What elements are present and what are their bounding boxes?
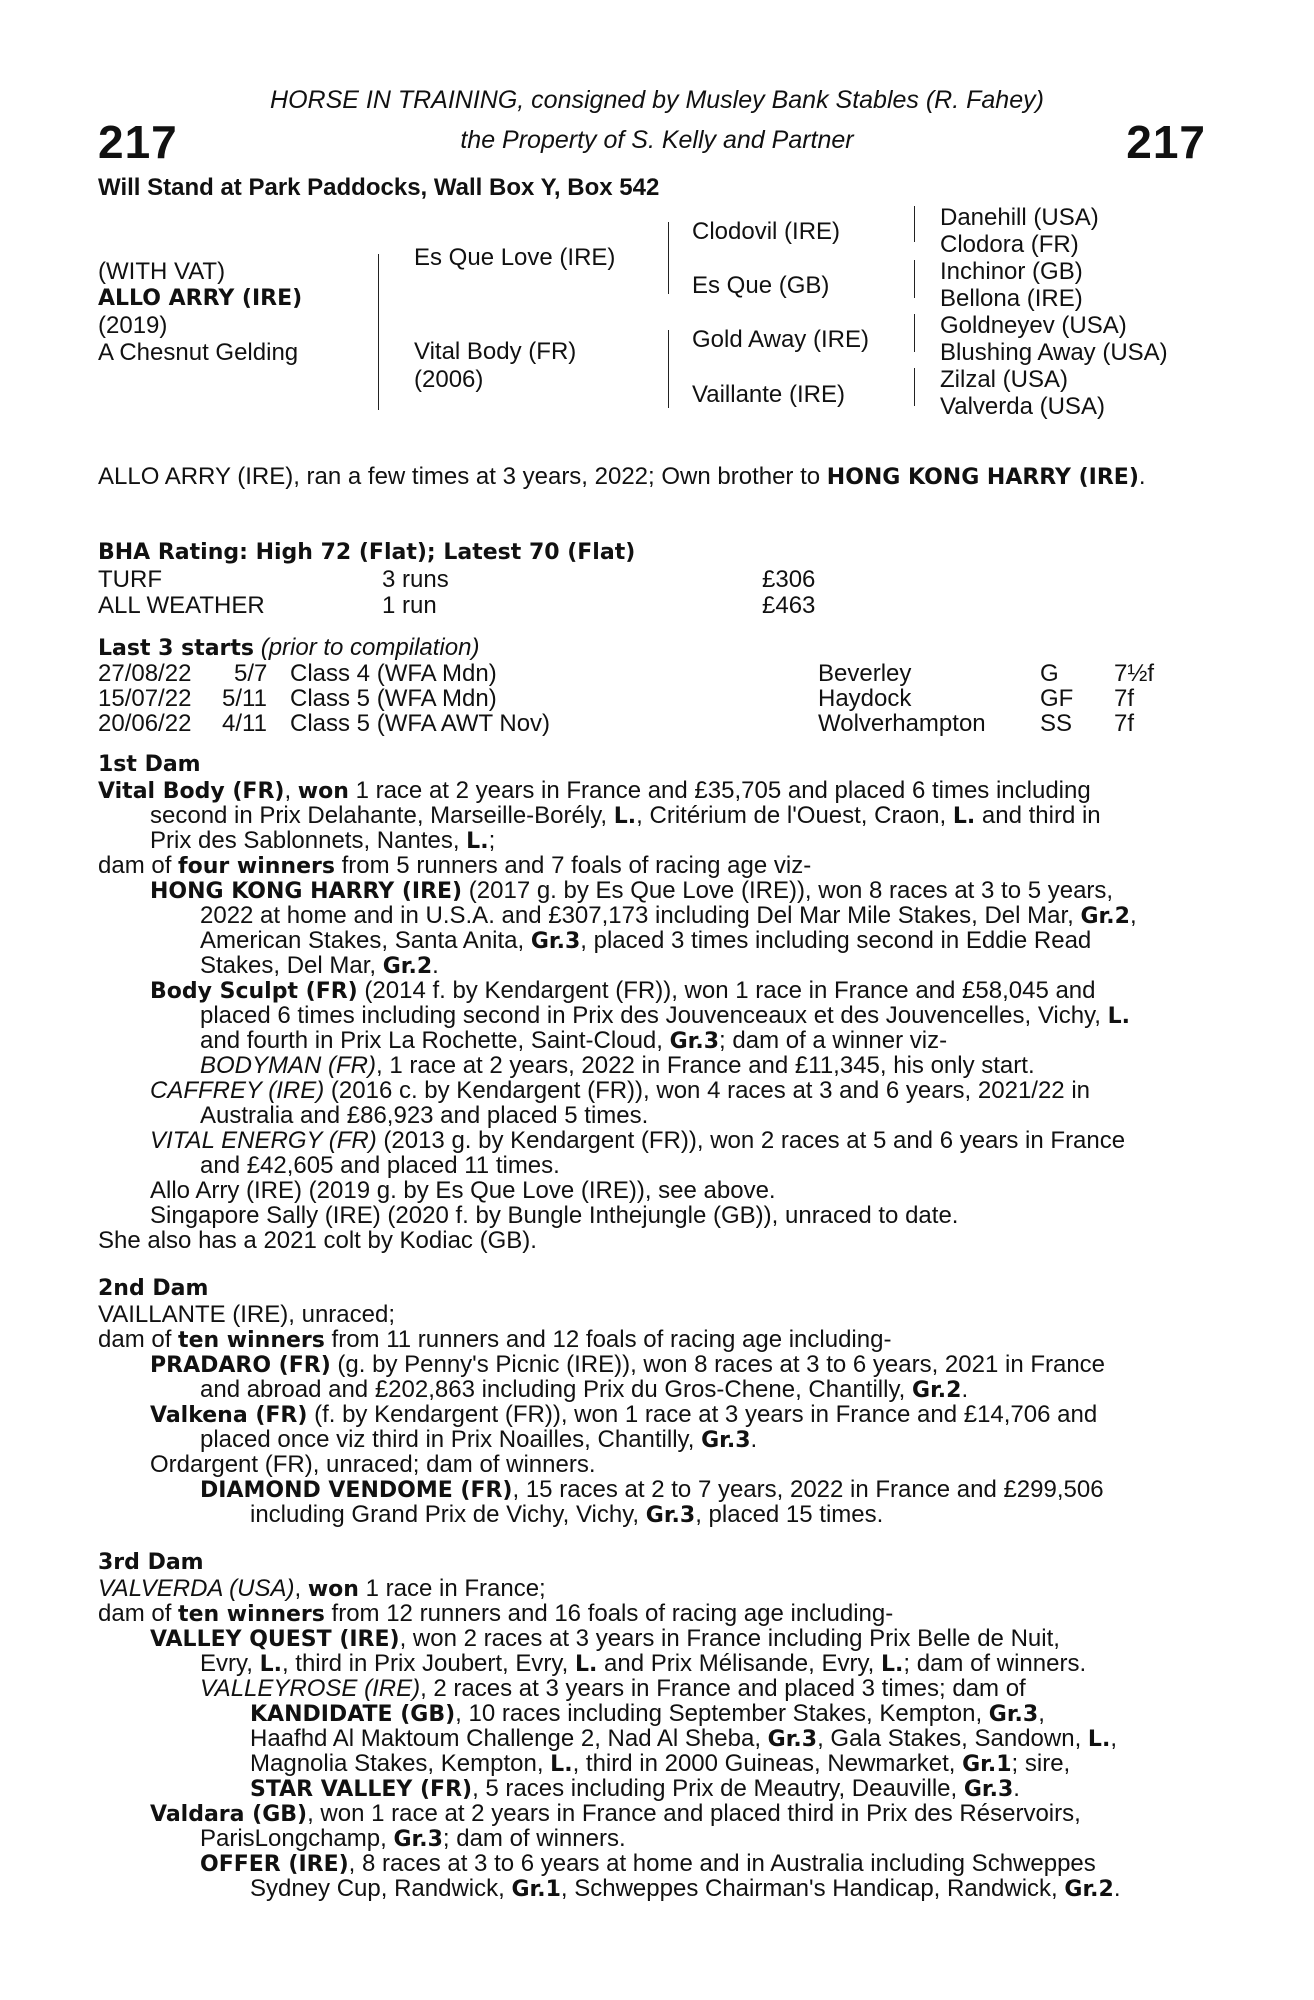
stabling-line: Will Stand at Park Paddocks, Wall Box Y, Box 542 [98, 174, 660, 201]
gg-2: Clodora (FR) [940, 231, 1079, 258]
dam1-text-2: second in Prix Delahante, Marseille-Borély, L., Critérium de l'Ouest, Craon, L. and third in [150, 802, 1101, 829]
gg-1: Danehill (USA) [940, 204, 1099, 231]
gg-6: Blushing Away (USA) [940, 339, 1168, 366]
kand-3: Magnolia Stakes, Kempton, L., third in 2000 Guineas, Newmarket, Gr.1; sire, [250, 1750, 1071, 1777]
kand-2: Haafhd Al Maktoum Challenge 2, Nad Al Sheba, Gr.3, Gala Stakes, Sandown, L., [250, 1725, 1117, 1752]
consignor-line: HORSE IN TRAINING, consigned by Musley Bank Stables (R. Fahey) [270, 86, 1044, 114]
start-going-2: GF [1040, 685, 1074, 712]
bs-3: and fourth in Prix La Rochette, Saint-Cloud, Gr.3; dam of a winner viz- [200, 1027, 948, 1054]
dam1-text-3: Prix des Sablonnets, Nantes, L.; [150, 827, 496, 854]
last-starts-title: Last 3 starts (prior to compilation) [98, 634, 480, 661]
start-pos-1: 5/7 [234, 660, 268, 687]
start-pos-3: 4/11 [222, 710, 267, 737]
horse-year: (2019) [98, 312, 168, 339]
offer-2: Sydney Cup, Randwick, Gr.1, Schweppes Chairman's Handicap, Randwick, Gr.2. [250, 1875, 1121, 1902]
diamond-2: including Grand Prix de Vichy, Vichy, Gr.3, placed 15 times. [250, 1501, 884, 1528]
valdara-1: Valdara (GB), won 1 race at 2 years in France and placed third in Prix des Réservoirs, [150, 1800, 1081, 1827]
ve-1: VITAL ENERGY (FR) (2013 g. by Kendargent (FR)), won 2 races at 5 and 6 years in France [150, 1127, 1126, 1154]
start-dist-1: 7½f [1114, 660, 1155, 687]
sire-brace [668, 222, 669, 294]
dam-year: (2006) [414, 366, 484, 393]
dam2-text: VAILLANTE (IRE), unraced; [98, 1301, 395, 1328]
sire-dam-brace [378, 254, 387, 410]
valdara-2: ParisLongchamp, Gr.3; dam of winners. [200, 1825, 626, 1852]
hkh-3: American Stakes, Santa Anita, Gr.3, placed 3 times including second in Eddie Read [200, 927, 1092, 954]
vq-1: VALLEY QUEST (IRE), won 2 races at 3 years in France including Prix Belle de Nuit, [150, 1625, 1060, 1652]
sire-sire: Clodovil (IRE) [692, 218, 841, 245]
dam3-text: VALVERDA (USA), won 1 race in France; [98, 1575, 546, 1602]
gg-8: Valverda (USA) [940, 393, 1105, 420]
rating-prize-2: £463 [762, 592, 816, 619]
rating-runs-2: 1 run [382, 592, 437, 619]
allo: Allo Arry (IRE) (2019 g. by Es Que Love (IRE)), see above. [150, 1177, 776, 1204]
valkena-2: placed once viz third in Prix Noailles, Chantilly, Gr.3. [200, 1426, 758, 1453]
start-pos-2: 5/11 [222, 685, 267, 712]
start-date-3: 20/06/22 [98, 710, 192, 737]
start-date-1: 27/08/22 [98, 660, 192, 687]
ve-2: and £42,605 and placed 11 times. [200, 1152, 560, 1179]
hkh-2: 2022 at home and in U.S.A. and £307,173 including Del Mar Mile Stakes, Del Mar, Gr.2, [200, 902, 1137, 929]
dam3-produce: dam of ten winners from 12 runners and 16 foals of racing age including- [98, 1600, 894, 1627]
singapore: Singapore Sally (IRE) (2020 f. by Bungle Inthejungle (GB)), unraced to date. [150, 1202, 959, 1229]
lot-number-left: 217 [98, 116, 178, 168]
dam1-produce: dam of four winners from 5 runners and 7 foals of racing age viz- [98, 852, 812, 879]
ordargent: Ordargent (FR), unraced; dam of winners. [150, 1451, 596, 1478]
rating-runs-1: 3 runs [382, 566, 449, 593]
start-race-2: Class 5 (WFA Mdn) [290, 685, 497, 712]
diamond-1: DIAMOND VENDOME (FR), 15 races at 2 to 7 years, 2022 in France and £299,506 [200, 1476, 1104, 1503]
pradaro-2: and abroad and £202,863 including Prix du Gros-Chene, Chantilly, Gr.2. [200, 1376, 969, 1403]
rating-prize-1: £306 [762, 566, 816, 593]
start-dist-3: 7f [1114, 710, 1135, 737]
start-race-3: Class 5 (WFA AWT Nov) [290, 710, 551, 737]
valkena-1: Valkena (FR) (f. by Kendargent (FR)), won 1 race at 3 years in France and £14,706 and [150, 1401, 1098, 1428]
property-line: the Property of S. Kelly and Partner [460, 126, 854, 154]
brace-ds [914, 314, 915, 352]
gg-3: Inchinor (GB) [940, 258, 1083, 285]
vr-1: VALLEYROSE (IRE), 2 races at 3 years in France and placed 3 times; dam of [200, 1675, 1026, 1702]
start-race-1: Class 4 (WFA Mdn) [290, 660, 497, 687]
gg-5: Goldneyev (USA) [940, 312, 1127, 339]
start-going-3: SS [1040, 710, 1073, 737]
brace-ss [914, 206, 915, 242]
sire-dam: Es Que (GB) [692, 272, 830, 299]
sire-name: Es Que Love (IRE) [414, 244, 616, 271]
start-date-2: 15/07/22 [98, 685, 192, 712]
dam2-produce: dam of ten winners from 11 runners and 12 foals of racing age including- [98, 1326, 892, 1353]
lot-number-right: 217 [1126, 116, 1206, 168]
caffrey-2: Australia and £86,923 and placed 5 times. [200, 1102, 649, 1129]
hkh-4: Stakes, Del Mar, Gr.2. [200, 952, 439, 979]
bodyman: BODYMAN (FR), 1 race at 2 years, 2022 in France and £11,345, his only start. [200, 1052, 1035, 1079]
rating-surface-1: TURF [98, 566, 162, 593]
bs-1: Body Sculpt (FR) (2014 f. by Kendargent (FR)), won 1 race in France and £58,045 and [150, 977, 1096, 1004]
intro-paragraph: ALLO ARRY (IRE), ran a few times at 3 years, 2022; Own brother to HONG KONG HARRY (IRE). [98, 463, 1146, 490]
dam-brace [668, 330, 669, 408]
vq-2: Evry, L., third in Prix Joubert, Evry, L. and Prix Mélisande, Evry, L.; dam of winners. [200, 1650, 1087, 1677]
dam2-heading: 2nd Dam [98, 1276, 209, 1301]
dam-name: Vital Body (FR) [414, 338, 577, 365]
start-course-1: Beverley [818, 660, 912, 687]
also: She also has a 2021 colt by Kodiac (GB). [98, 1227, 537, 1254]
vat-label: (WITH VAT) [98, 258, 226, 285]
dam1-text: Vital Body (FR), won 1 race at 2 years in France and £35,705 and placed 6 times including [98, 777, 1091, 804]
rating-surface-2: ALL WEATHER [98, 592, 265, 619]
start-course-3: Wolverhampton [818, 710, 986, 737]
start-going-1: G [1040, 660, 1059, 687]
pradaro-1: PRADARO (FR) (g. by Penny's Picnic (IRE)), won 8 races at 3 to 6 years, 2021 in France [150, 1351, 1106, 1378]
gg-4: Bellona (IRE) [940, 285, 1083, 312]
hkh-1: HONG KONG HARRY (IRE) (2017 g. by Es Que Love (IRE)), won 8 races at 3 to 5 years, [150, 877, 1114, 904]
dam3-heading: 3rd Dam [98, 1550, 204, 1575]
rating-title: BHA Rating: High 72 (Flat); Latest 70 (Flat) [98, 540, 636, 565]
gg-7: Zilzal (USA) [940, 366, 1069, 393]
starvalley: STAR VALLEY (FR), 5 races including Prix de Meautry, Deauville, Gr.3. [250, 1775, 1020, 1802]
horse-name: ALLO ARRY (IRE) [98, 286, 303, 311]
start-dist-2: 7f [1114, 685, 1135, 712]
brace-sd [914, 260, 915, 298]
start-course-2: Haydock [818, 685, 912, 712]
bs-2: placed 6 times including second in Prix des Jouvenceaux et des Jouvencelles, Vichy, L. [200, 1002, 1131, 1029]
horse-description: A Chesnut Gelding [98, 339, 299, 366]
kand-1: KANDIDATE (GB), 10 races including September Stakes, Kempton, Gr.3, [250, 1700, 1045, 1727]
offer-1: OFFER (IRE), 8 races at 3 to 6 years at home and in Australia including Schweppes [200, 1850, 1096, 1877]
dam-dam: Vaillante (IRE) [692, 381, 845, 408]
caffrey-1: CAFFREY (IRE) (2016 c. by Kendargent (FR)), won 4 races at 3 and 6 years, 2021/22 in [150, 1077, 1090, 1104]
dam1-heading: 1st Dam [98, 752, 201, 777]
brace-dd [914, 368, 915, 406]
dam-sire: Gold Away (IRE) [692, 326, 869, 353]
